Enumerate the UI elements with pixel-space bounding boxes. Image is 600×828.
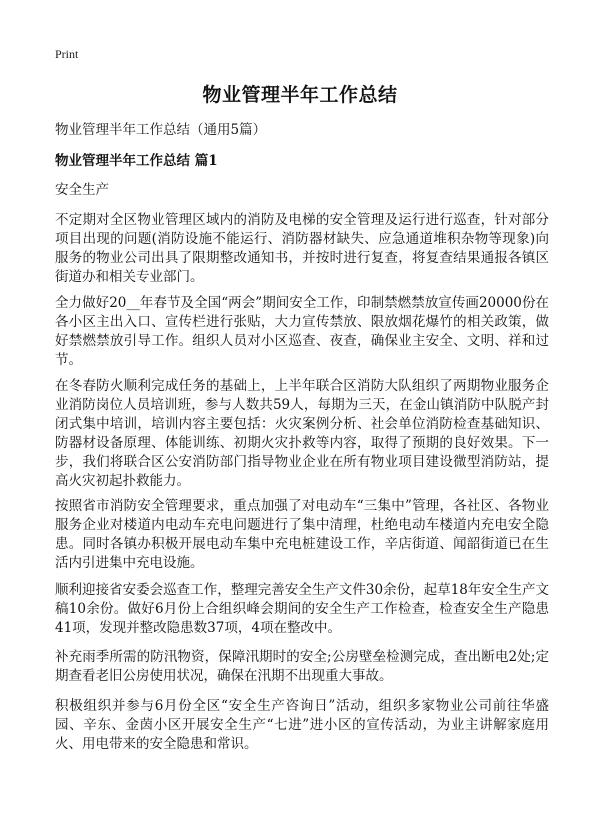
paragraph: 补充雨季所需的防汛物资，保障汛期时的安全;公房壁垒检测完成，查出断电2处;定期查看老旧公房使用状况，确保在汛期不出现重大事故。 xyxy=(55,649,549,684)
paragraph-safety-heading: 安全生产 xyxy=(55,182,109,198)
paragraph: 在冬春防火顺利完成任务的基础上，上半年联合区消防大队组织了两期物业服务企业消防岗位人员培训班，参与人数共59人，每期为三天，在金山镇消防中队脱产封闭式集中培训，培训内容主要包括：火灾案例分析、社会单位消防检查基础知识、防器材设备原理、体能训练、初期火灾扑救等内容，取得了预期的良好效果。下一步，我们将联合区公安消防部门指导物业企业在所有物业项目建设微型消防站，提高火灾初起扑救能力。 xyxy=(55,378,549,489)
paragraph: 不定期对全区物业管理区域内的消防及电梯的安全管理及运行进行巡查，针对部分项目出现的问题(消防设施不能运行、消防器材缺失、应急通道堆积杂物等现象)向服务的物业公司出具了限期整改通知书，并按时进行复查，将复查结果通报各镇区街道办和相关专业部门。 xyxy=(55,212,549,285)
section-heading: 物业管理半年工作总结 篇1 xyxy=(55,153,218,169)
paragraph: 全力做好20__年春节及全国“两会”期间安全工作，印制禁燃禁放宣传画20000份在各小区主出入口、宣传栏进行张贴，大力宣传禁放、限放烟花爆竹的相关政策，做好禁燃禁放引导工作。组织人员对小区巡查、夜查，确保业主安全、文明、祥和过节。 xyxy=(55,295,549,368)
paragraph: 积极组织并参与6月份全区“安全生产咨询日”活动，组织多家物业公司前往华盛园、辛东、金茵小区开展安全生产“七进”进小区的宣传活动，为业主讲解家庭用火、用电带来的安全隐患和常识。 xyxy=(55,698,549,752)
document-subtitle: 物业管理半年工作总结（通用5篇） xyxy=(55,122,267,138)
paragraph: 按照省市消防安全管理要求，重点加强了对电动车“三集中”管理，各社区、各物业服务企业对楼道内电动车充电问题进行了集中清理，杜绝电动车楼道内充电安全隐患。同时各镇办积极开展电动车集中充电桩建设工作，辛店街道、闻韶街道已在生活内引进集中充电设施。 xyxy=(55,498,549,571)
paragraph: 顺利迎接省安委会巡查工作，整理完善安全生产文件30余份，起草18年安全生产文稿10余份。做好6月份上合组织峰会期间的安全生产工作检查，检查安全生产隐患41项，发现并整改隐患数37项，4项在整改中。 xyxy=(55,582,549,636)
document-title: 物业管理半年工作总结 xyxy=(202,84,398,106)
print-link[interactable]: Print xyxy=(55,47,79,61)
